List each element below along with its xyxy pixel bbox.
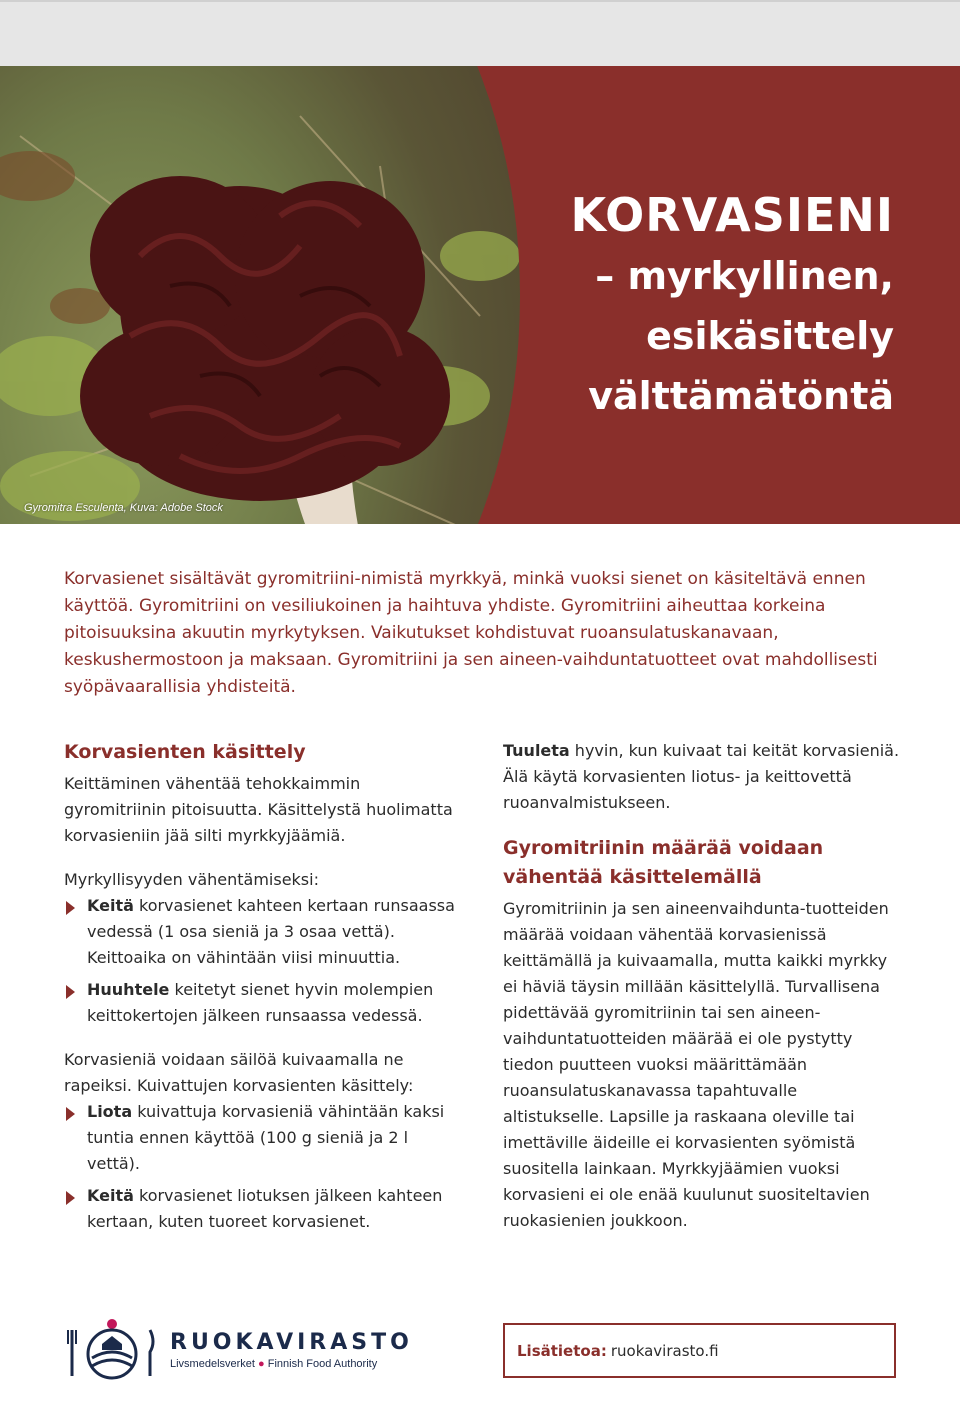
ruokavirasto-logo: [64, 1318, 413, 1380]
right-paragraph-1: [503, 738, 903, 816]
logo-separator-dot: ●: [258, 1358, 265, 1370]
bullet-list-2: [64, 1099, 464, 1235]
bullet-text: keitetyt sienet hyvin molempien keittokertojen jälkeen runsaassa vedessä.: [87, 980, 434, 1025]
bullet-list-1: [64, 893, 464, 1029]
left-paragraph-2: Myrkyllisyyden vähentämiseksi:: [64, 870, 319, 889]
title-line-1: KORVASIENI: [570, 188, 894, 242]
logo-subtitle: [170, 1358, 377, 1370]
hero-banner: [0, 66, 960, 524]
list-item: [64, 893, 464, 971]
logo-emblem-icon: [64, 1318, 164, 1380]
logo-subtitle-swedish: Livsmedelsverket: [170, 1358, 255, 1370]
left-column: [64, 738, 464, 1253]
top-bar: [0, 0, 960, 66]
bullet-keyword: Liota: [87, 1102, 133, 1121]
bullet-text: kuivattuja korvasieniä vähintään kaksi tuntia ennen käyttöä (100 g sieniä ja 2 l vettä).: [87, 1102, 445, 1173]
bullet-text: korvasienet liotuksen jälkeen kahteen kertaan, kuten tuoreet korvasienet.: [87, 1186, 443, 1231]
list-item: [64, 1099, 464, 1177]
mushroom-photo: [0, 66, 520, 524]
left-paragraph-3: Korvasieniä voidaan säilöä kuivaamalla ne rapeiksi. Kuivattujen korvasienten käsittely:: [64, 1050, 414, 1095]
title-line-3: esikäsittely: [646, 314, 894, 358]
intro-paragraph: Korvasienet sisältävät gyromitriini-nimistä myrkkyä, minkä vuoksi sienet on käsiteltävä ennen käyttöä. Gyromitriini on vesiliukoinen ja haihtuva yhdiste. Gyromitriini aiheuttaa korkeina pitoisuuksina akuutin myrkytyksen. Vaikutukset kohdistuvat ruoansulatuskanavaan, keskushermostoon ja maksaan. Gyromitriini ja sen aineen-vaihduntatuotteet ovat mahdollisesti syöpävaarallisia yhdisteitä.: [64, 569, 878, 697]
title-line-2: – myrkyllinen,: [595, 254, 894, 298]
photo-credit: Gyromitra Esculenta, Kuva: Adobe Stock: [24, 502, 223, 514]
left-paragraph-1: Keittäminen vähentää tehokkaimmin gyromitriinin pitoisuutta. Käsittelystä huolimatta korvasieniin jää silti myrkkyjäämiä.: [64, 774, 453, 845]
mushroom-illustration: [0, 66, 520, 524]
bullet-keyword: Keitä: [87, 1186, 134, 1205]
more-info-label: Lisätietoa:: [517, 1341, 607, 1360]
left-heading: Korvasienten käsittely: [64, 741, 306, 763]
logo-name: RUOKAVIRASTO: [170, 1330, 413, 1355]
more-info-link[interactable]: ruokavirasto.fi: [610, 1341, 719, 1360]
title-line-4: välttämätöntä: [588, 374, 894, 418]
paragraph-keyword: Tuuleta: [503, 741, 570, 760]
more-info-box: [503, 1323, 896, 1378]
list-item: [64, 977, 464, 1029]
logo-subtitle-english: Finnish Food Authority: [267, 1358, 378, 1370]
bullet-keyword: Keitä: [87, 896, 134, 915]
right-column: [503, 738, 903, 1252]
page-title: [474, 184, 894, 426]
bullet-keyword: Huuhtele: [87, 980, 170, 999]
bullet-text: korvasienet kahteen kertaan runsaassa vedessä (1 osa sieniä ja 3 osaa vettä). Keittoaika on vähintään viisi minuuttia.: [87, 896, 455, 967]
list-item: [64, 1183, 464, 1235]
right-heading: Gyromitriinin määrää voidaan vähentää käsittelemällä: [503, 837, 824, 888]
paragraph-text: hyvin, kun kuivaat tai keität korvasieniä. Älä käytä korvasienten liotus- ja keittovettä ruoanvalmistukseen.: [503, 741, 900, 812]
right-paragraph-2: Gyromitriinin ja sen aineenvaihdunta-tuotteiden määrää voidaan vähentää korvasienissä keittämällä ja kuivaamalla, mutta kaikki myrkky ei häviä täysin millään käsittelyllä. Turvallisena pidettävää gyromitriinin tai sen aineen-vaihduntatuotteiden määrää ei ole pystytty tiedon puutteen vuoksi määrittämään ruoansulatuskanavassa tapahtuvalle altistukselle. Lapsille ja raskaana oleville tai imettäville äideille ei korvasienten syömistä suositella lainkaan. Myrkkyjäämien vuoksi korvasieni ei ole enää kuulunut suositeltavien ruokasienien joukkoon.: [503, 899, 889, 1230]
